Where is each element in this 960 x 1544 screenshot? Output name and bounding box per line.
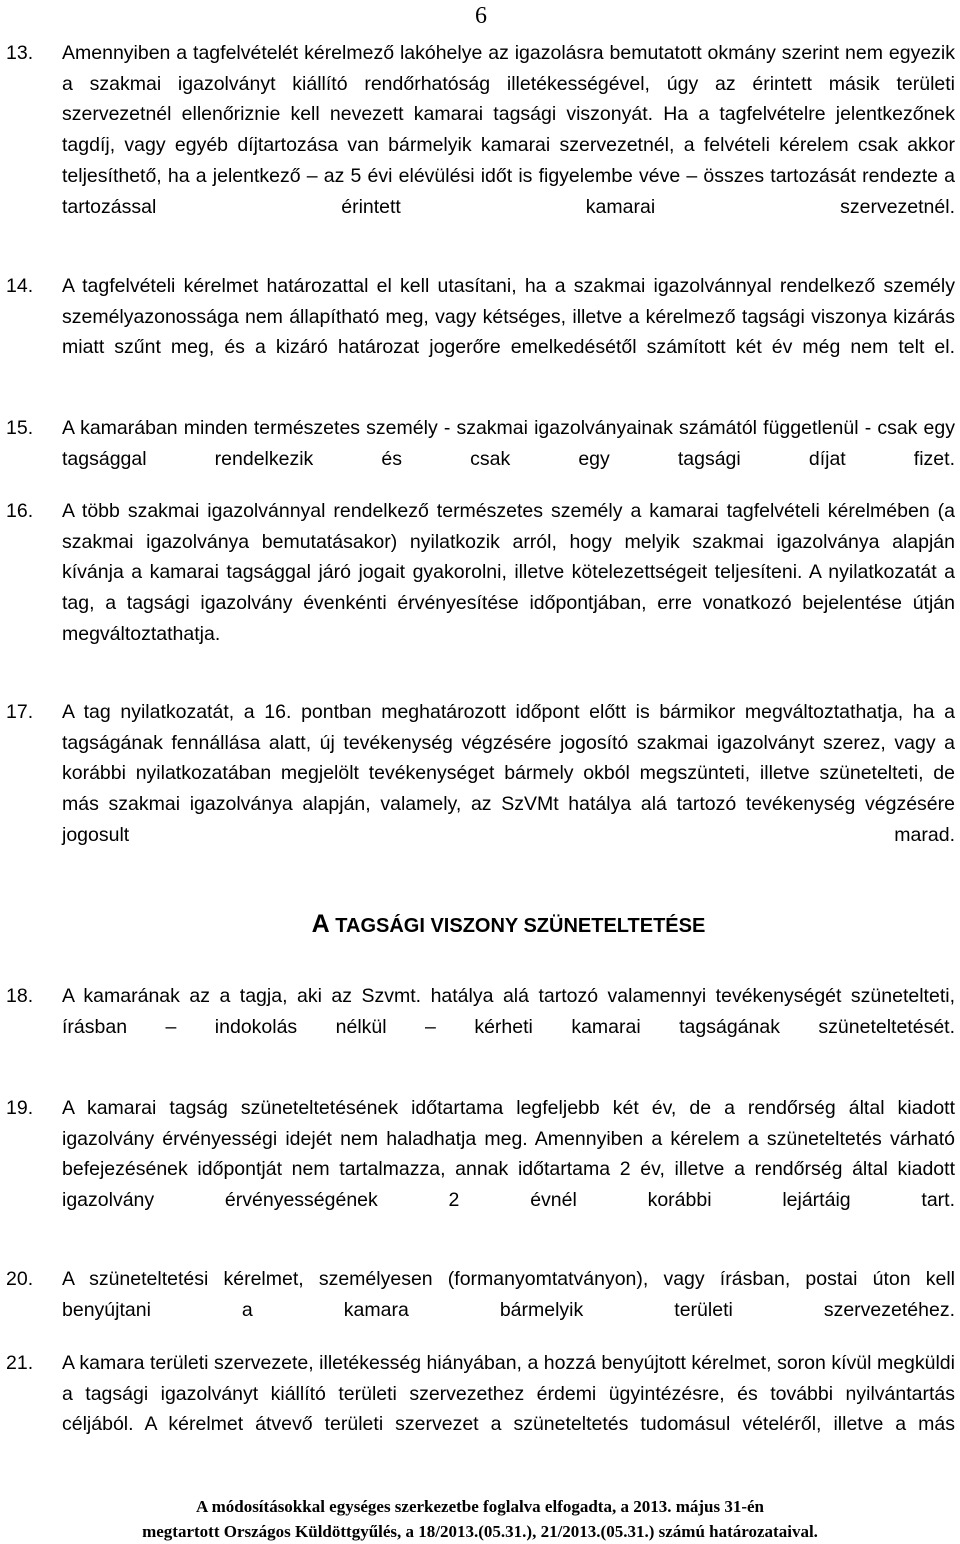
heading-initial: A xyxy=(311,910,330,938)
item-number: 17. xyxy=(6,701,34,723)
item-text: A tag nyilatkozatát, a 16. pontban meghatározott időpont előtt is bármikor megváltoztathatja, ha a tagságának fennállása alatt, új tevékenység végzésére jogosító szakmai igazolványt szerez, vagy a korábbi nyilatkozatában megjelölt tevékenységet bármely okból megszünteti, illetve szünetelteti, de más szakmai igazolványa alapján, valamely, az SzVMt hatálya alá tartozó tevékenység végzésére jogosult marad. xyxy=(62,701,955,846)
item-number: 18. xyxy=(6,985,34,1007)
section-heading xyxy=(62,908,955,942)
heading-rest: TAGSÁGI VISZONY SZÜNETELTETÉSE xyxy=(329,915,706,937)
footer-line-1: A módosításokkal egységes szerkezetbe foglalva elfogadta, a 2013. május 31-én xyxy=(195,1497,765,1516)
item-text: Amennyiben a tagfelvételét kérelmező lakóhelye az igazolásra bemutatott okmány szerint nem egyezik a szakmai igazolványt kiállító rendőrhatóság illetékességével, úgy az érintett másik területi szervezetnél ellenőriznie kell nevezett kamarai tagsági viszonyát. Ha a tagfelvételre jelentkezőnek tagdíj, vagy egyéb díjtartozása van bármelyik kamarai szervezetnél, a felvételi kérelem csak akkor teljesíthető, ha a jelentkező – az 5 évi elévülési időt is figyelembe véve – összes tartozását rendezte a tartozással érintett kamarai szervezetnél. xyxy=(62,42,955,218)
item-text: A szüneteltetési kérelmet, személyesen (formanyomtatványon), vagy írásban, postai úton kell benyújtani a kamara bármelyik területi szervezetéhez. xyxy=(62,1268,955,1321)
item-number: 15. xyxy=(6,417,34,439)
item-number: 21. xyxy=(6,1352,34,1374)
footer-line-2: megtartott Országos Küldöttgyűlés, a 18/2013.(05.31.), 21/2013.(05.31.) számú határozataival. xyxy=(142,1522,818,1541)
item-text: A kamarának az a tagja, aki az Szvmt. hatálya alá tartozó valamennyi tevékenységét szünetelteti, írásban – indokolás nélkül – kérheti kamarai tagságának szüneteltetését. xyxy=(62,985,955,1038)
page-number: 6 xyxy=(475,3,487,29)
item-text: A tagfelvételi kérelmet határozattal el kell utasítani, ha a szakmai igazolvánnyal rendelkező személy személyazonossága nem állapítható meg, vagy kétséges, illetve a kérelmező tagsági viszonya kizárás miatt szűnt meg, és a kizáró határozat jogerőre emelkedésétől számított két év még nem telt el. xyxy=(62,275,955,359)
item-text: A kamarában minden természetes személy - szakmai igazolványainak számától függetlenül - csak egy tagsággal rendelkezik és csak egy tagsági díjat fizet. xyxy=(62,417,955,470)
page-footer xyxy=(0,1494,960,1544)
item-text: A kamara területi szervezete, illetékesség hiányában, a hozzá benyújtott kérelmet, soron kívül megküldi a tagsági igazolványt kiállító területi szervezethez érdemi ügyintézésre, és további nyilvántartás céljából. A kérelmet átvevő területi szervezet a szüneteltetés tudomásul vételéről, illetve a más xyxy=(62,1352,955,1436)
item-number: 16. xyxy=(6,500,34,522)
item-text: A több szakmai igazolvánnyal rendelkező természetes személy a kamarai tagfelvételi kérelmében (a szakmai igazolványa bemutatásakor) nyilatkozik arról, hogy melyik szakmai igazolványa alapján kívánja a kamarai tagsággal járó jogait gyakorolni, illetve kötelezettségeit teljesíteni. A nyilatkozatát a tag, a tagsági igazolvány évenkénti érvényesítése időpontjában, erre vonatkozó bejelentése útján megváltoztathatja. xyxy=(62,500,955,645)
item-number: 20. xyxy=(6,1268,34,1290)
item-number: 19. xyxy=(6,1097,34,1119)
item-number: 13. xyxy=(6,42,34,64)
item-number: 14. xyxy=(6,275,34,297)
item-text: A kamarai tagság szüneteltetésének időtartama legfeljebb két év, de a rendőrség által kiadott igazolvány érvényességi idejét nem haladhatja meg. Amennyiben a kérelem a szüneteltetés várható befejezésének időpontját nem tartalmazza, annak időtartama 2 év, illetve a rendőrség által kiadott igazolvány érvényességének 2 évnél korábbi lejártáig tart. xyxy=(62,1097,955,1212)
